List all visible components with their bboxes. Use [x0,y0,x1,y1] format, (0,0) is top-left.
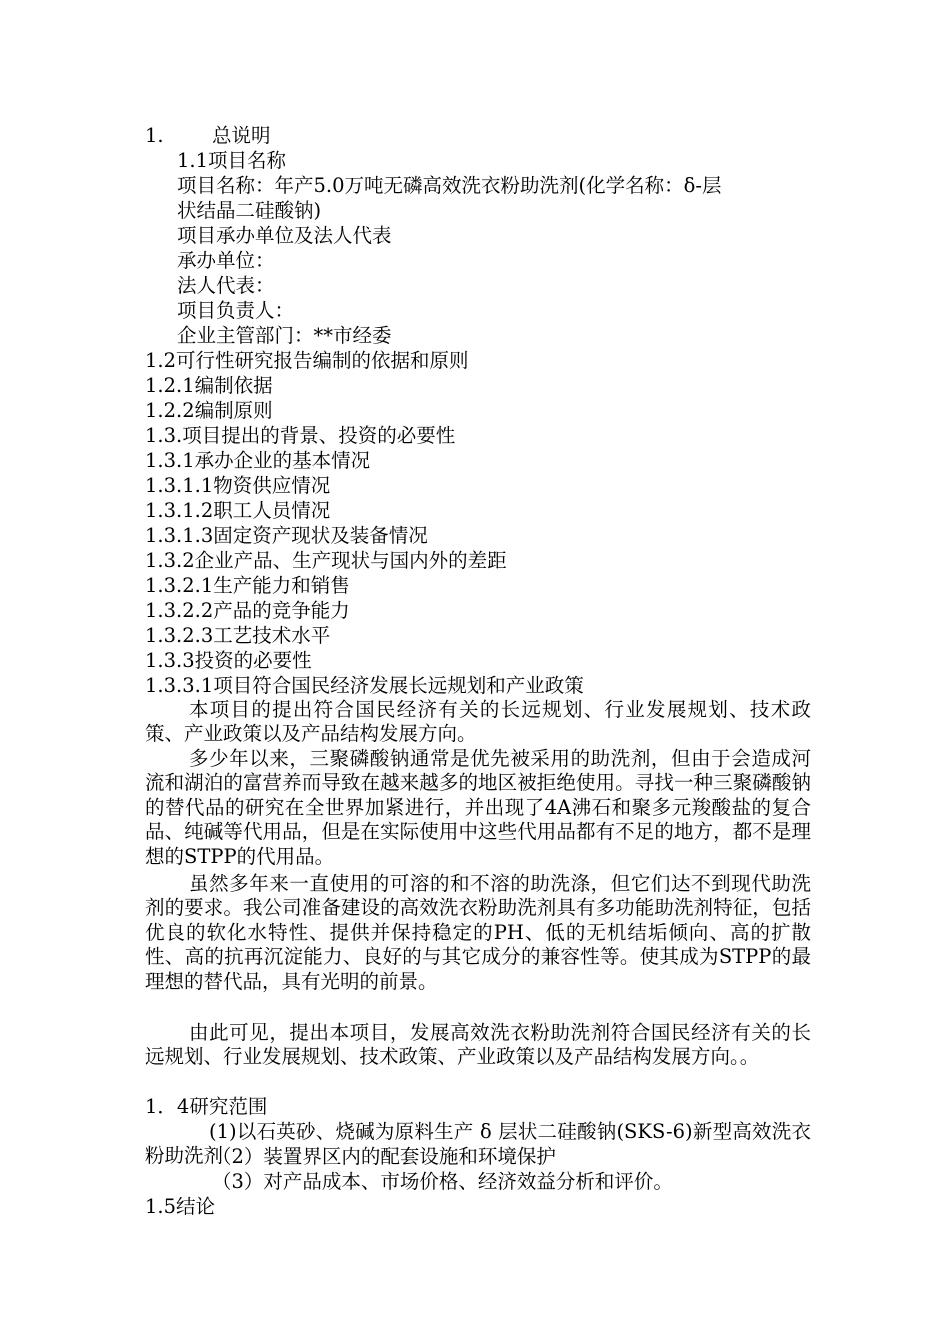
section-heading: 1.5结论 [145,1195,216,1218]
text-line: 法人代表： [177,274,275,297]
text-line: 项目名称：年产5.0万吨无磷高效洗衣粉助洗剂(化学名称：δ-层 [177,174,722,197]
section-heading: 1.2.2编制原则 [145,399,273,422]
text-line: 1.1项目名称 [177,149,287,172]
section-heading: 1.3.2.1生产能力和销售 [145,574,350,597]
section-heading: 1.2可行性研究报告编制的依据和原则 [145,349,469,372]
text-line: 承办单位： [177,249,275,272]
section-heading: 1.3.1.3固定资产现状及装备情况 [145,524,428,547]
body-paragraph: 多少年以来，三聚磷酸钠通常是优先被采用的助洗剂，但由于会造成河流和湖泊的富营养而导致在越来越多的地区被拒绝使用。寻找一种三聚磷酸钠的替代品的研究在全世界加紧进行，并出现了4A沸石和聚多元羧酸盐的复合品、纯碱等代用品，但是在实际使用中这些代用品都有不足的地方，都不是理想的STPP的代用品。 [145,747,811,868]
section-heading: 1.3.2企业产品、生产现状与国内外的差距 [145,549,507,572]
scope-item: （2）装置界区内的配套设施和环境保护 [212,1145,556,1168]
section-heading: 1.3.1.1物资供应情况 [145,474,331,497]
text-line: 状结晶二硅酸钠) [177,199,322,222]
section-heading: 1.3.3投资的必要性 [145,649,312,672]
section-heading: 1．4研究范围 [145,1095,268,1118]
section-heading: 1.2.1编制依据 [145,374,273,397]
section-heading: 1.3.项目提出的背景、投资的必要性 [145,424,456,447]
text-line: 项目负责人： [177,299,295,322]
heading-title: 总说明 [212,124,271,147]
body-paragraph: 虽然多年来一直使用的可溶的和不溶的助洗涤，但它们达不到现代助洗剂的要求。我公司准备建设的高效洗衣粉助洗剂具有多功能助洗剂特征，包括优良的软化水特性、提供并保持稳定的PH、低的无机结垢倾向、高的扩散性、高的抗再沉淀能力、良好的与其它成分的兼容性等。使其成为STPP的最理想的替代品，具有光明的前景。 [145,872,811,993]
section-heading: 1.3.1.2职工人员情况 [145,499,331,522]
text-line: 项目承办单位及法人代表 [177,224,392,247]
heading-number: 1. [145,124,164,147]
section-heading: 1.3.2.2产品的竞争能力 [145,599,350,622]
scope-item: (1)以石英砂、烧碱为原料生产 δ 层状二硅酸钠(SKS-6)新型高效洗衣粉助洗剂 [145,1120,811,1168]
section-heading: 1.3.2.3工艺技术水平 [145,624,331,647]
section-heading: 1.3.1承办企业的基本情况 [145,449,371,472]
text-line: 企业主管部门：**市经委 [177,324,392,347]
body-paragraph: 本项目的提出符合国民经济有关的长远规划、行业发展规划、技术政策、产业政策以及产品结构发展方向。 [145,698,811,746]
scope-item: （3）对产品成本、市场价格、经济效益分析和评价。 [212,1170,673,1193]
body-paragraph: 由此可见，提出本项目，发展高效洗衣粉助洗剂符合国民经济有关的长远规划、行业发展规划、技术政策、产业政策以及产品结构发展方向。。 [145,1021,811,1069]
section-heading: 1.3.3.1项目符合国民经济发展长远规划和产业政策 [145,674,584,697]
